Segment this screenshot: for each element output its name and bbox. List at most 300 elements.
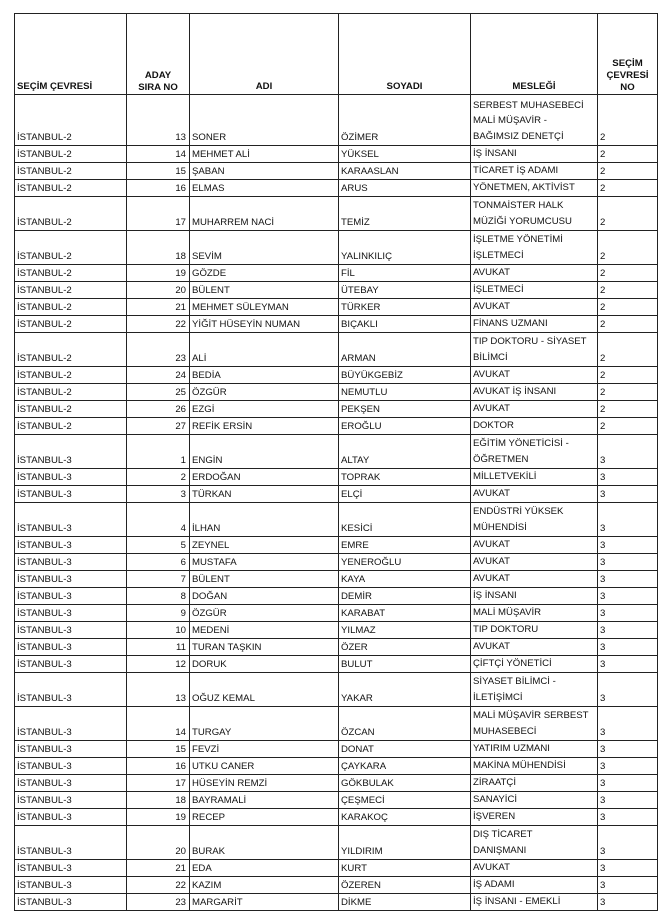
cell-adi: EZGİ xyxy=(190,401,339,418)
cell-aday-sira-no: 19 xyxy=(127,265,190,282)
header-aday-sira-no-line: SIRA NO xyxy=(138,82,178,93)
cell-adi: DOĞAN xyxy=(190,588,339,605)
meslek-line: AVUKAT xyxy=(473,539,510,551)
cell-secim-cevresi-no: 3 xyxy=(598,571,658,588)
cell-meslegi xyxy=(471,146,598,163)
meslek-line: MAKİNA MÜHENDİSİ xyxy=(473,760,566,772)
table-row xyxy=(15,367,658,384)
cell-secim-cevresi-no: 3 xyxy=(598,894,658,911)
table-row xyxy=(15,894,658,911)
cell-meslegi xyxy=(471,282,598,299)
cell-aday-sira-no: 3 xyxy=(127,486,190,503)
cell-aday-sira-no: 21 xyxy=(127,860,190,877)
cell-soyadi: BULUT xyxy=(339,656,471,673)
cell-secim-cevresi: İSTANBUL-3 xyxy=(15,860,127,877)
cell-secim-cevresi: İSTANBUL-2 xyxy=(15,197,127,231)
table-row xyxy=(15,333,658,367)
cell-meslegi xyxy=(471,758,598,775)
cell-soyadi: ÖZCAN xyxy=(339,707,471,741)
cell-secim-cevresi: İSTANBUL-2 xyxy=(15,367,127,384)
table-row xyxy=(15,639,658,656)
cell-meslegi xyxy=(471,673,598,707)
meslek-line: İLETİŞİMCİ xyxy=(473,692,523,704)
cell-adi: UTKU CANER xyxy=(190,758,339,775)
meslek-line: AVUKAT xyxy=(473,488,510,500)
table-row xyxy=(15,741,658,758)
cell-aday-sira-no: 14 xyxy=(127,707,190,741)
table-row xyxy=(15,792,658,809)
cell-soyadi: BIÇAKLI xyxy=(339,316,471,333)
cell-soyadi: KESİCİ xyxy=(339,503,471,537)
cell-soyadi: ÇAYKARA xyxy=(339,758,471,775)
cell-adi: BÜLENT xyxy=(190,571,339,588)
header-row xyxy=(15,14,658,95)
header-meslegi: MESLEĞİ xyxy=(471,14,598,95)
cell-aday-sira-no: 13 xyxy=(127,673,190,707)
meslek-line: AVUKAT xyxy=(473,301,510,313)
meslek-line: İŞVEREN xyxy=(473,811,516,823)
table-row xyxy=(15,656,658,673)
cell-soyadi: ELÇİ xyxy=(339,486,471,503)
cell-secim-cevresi: İSTANBUL-2 xyxy=(15,180,127,197)
cell-secim-cevresi: İSTANBUL-3 xyxy=(15,486,127,503)
cell-soyadi: EMRE xyxy=(339,537,471,554)
cell-soyadi: YÜKSEL xyxy=(339,146,471,163)
meslek-line: İŞ İNSANI xyxy=(473,148,517,160)
meslek-line: ZİRAATÇİ xyxy=(473,777,516,789)
meslek-line: AVUKAT xyxy=(473,369,510,381)
cell-soyadi: DONAT xyxy=(339,741,471,758)
cell-secim-cevresi-no: 3 xyxy=(598,809,658,826)
meslek-line: MALİ MÜŞAVİR xyxy=(473,607,542,619)
cell-soyadi: YALINKILIÇ xyxy=(339,231,471,265)
cell-secim-cevresi-no: 2 xyxy=(598,180,658,197)
cell-adi: EDA xyxy=(190,860,339,877)
cell-secim-cevresi: İSTANBUL-3 xyxy=(15,741,127,758)
cell-secim-cevresi: İSTANBUL-3 xyxy=(15,792,127,809)
cell-adi: KAZIM xyxy=(190,877,339,894)
cell-secim-cevresi-no: 2 xyxy=(598,265,658,282)
table-row xyxy=(15,775,658,792)
cell-aday-sira-no: 27 xyxy=(127,418,190,435)
cell-meslegi xyxy=(471,571,598,588)
meslek-line: MÜHENDİSİ xyxy=(473,522,527,534)
meslek-line: İŞ İNSANI - EMEKLİ xyxy=(473,896,561,908)
cell-secim-cevresi-no: 3 xyxy=(598,486,658,503)
cell-adi: OĞUZ KEMAL xyxy=(190,673,339,707)
cell-secim-cevresi-no: 3 xyxy=(598,707,658,741)
cell-soyadi: ÖZER xyxy=(339,639,471,656)
cell-meslegi xyxy=(471,588,598,605)
cell-secim-cevresi-no: 2 xyxy=(598,384,658,401)
cell-secim-cevresi: İSTANBUL-3 xyxy=(15,622,127,639)
table-row xyxy=(15,401,658,418)
cell-aday-sira-no: 24 xyxy=(127,367,190,384)
header-secim-cevresi-no-line: NO xyxy=(620,82,635,93)
cell-secim-cevresi: İSTANBUL-3 xyxy=(15,639,127,656)
cell-meslegi xyxy=(471,316,598,333)
cell-aday-sira-no: 16 xyxy=(127,180,190,197)
header-aday-sira-no-line: ADAY xyxy=(144,70,172,81)
cell-secim-cevresi-no: 3 xyxy=(598,435,658,469)
cell-meslegi xyxy=(471,180,598,197)
table-row xyxy=(15,299,658,316)
cell-soyadi: KARABAT xyxy=(339,605,471,622)
cell-secim-cevresi: İSTANBUL-3 xyxy=(15,469,127,486)
cell-soyadi: TEMİZ xyxy=(339,197,471,231)
cell-adi: ELMAS xyxy=(190,180,339,197)
cell-aday-sira-no: 21 xyxy=(127,299,190,316)
cell-secim-cevresi-no: 3 xyxy=(598,792,658,809)
cell-aday-sira-no: 15 xyxy=(127,741,190,758)
cell-secim-cevresi: İSTANBUL-3 xyxy=(15,775,127,792)
cell-soyadi: KARAASLAN xyxy=(339,163,471,180)
table-row xyxy=(15,435,658,469)
cell-secim-cevresi-no: 2 xyxy=(598,282,658,299)
meslek-line: DOKTOR xyxy=(473,420,514,432)
cell-secim-cevresi: İSTANBUL-2 xyxy=(15,418,127,435)
table-row xyxy=(15,469,658,486)
table-row xyxy=(15,537,658,554)
meslek-line: AVUKAT İŞ İNSANI xyxy=(473,386,557,398)
cell-secim-cevresi: İSTANBUL-2 xyxy=(15,299,127,316)
cell-secim-cevresi: İSTANBUL-2 xyxy=(15,231,127,265)
cell-secim-cevresi-no: 3 xyxy=(598,758,658,775)
cell-meslegi xyxy=(471,656,598,673)
meslek-line: AVUKAT xyxy=(473,403,510,415)
table-row xyxy=(15,707,658,741)
cell-soyadi: KARAKOÇ xyxy=(339,809,471,826)
table-row xyxy=(15,282,658,299)
cell-secim-cevresi: İSTANBUL-2 xyxy=(15,401,127,418)
header-secim-cevresi-no-line: SEÇİM xyxy=(612,58,643,69)
cell-soyadi: ÇEŞMECİ xyxy=(339,792,471,809)
meslek-line: İŞLETME YÖNETİMİ xyxy=(473,234,563,246)
cell-meslegi xyxy=(471,469,598,486)
cell-secim-cevresi-no: 3 xyxy=(598,469,658,486)
cell-aday-sira-no: 9 xyxy=(127,605,190,622)
cell-adi: ERDOĞAN xyxy=(190,469,339,486)
meslek-line: TONMAİSTER HALK xyxy=(473,200,564,212)
cell-meslegi xyxy=(471,809,598,826)
table-row xyxy=(15,180,658,197)
cell-secim-cevresi-no: 3 xyxy=(598,588,658,605)
table-row xyxy=(15,197,658,231)
cell-secim-cevresi-no: 3 xyxy=(598,877,658,894)
cell-adi: HÜSEYİN REMZİ xyxy=(190,775,339,792)
cell-adi: YİĞİT HÜSEYİN NUMAN xyxy=(190,316,339,333)
table-row xyxy=(15,622,658,639)
cell-secim-cevresi-no: 3 xyxy=(598,826,658,860)
cell-soyadi: FİL xyxy=(339,265,471,282)
cell-adi: TURGAY xyxy=(190,707,339,741)
cell-secim-cevresi: İSTANBUL-3 xyxy=(15,554,127,571)
cell-aday-sira-no: 10 xyxy=(127,622,190,639)
cell-secim-cevresi-no: 2 xyxy=(598,231,658,265)
cell-aday-sira-no: 17 xyxy=(127,775,190,792)
cell-soyadi: ÖZEREN xyxy=(339,877,471,894)
table-row xyxy=(15,554,658,571)
table-row xyxy=(15,826,658,860)
cell-meslegi xyxy=(471,605,598,622)
cell-secim-cevresi: İSTANBUL-2 xyxy=(15,265,127,282)
cell-aday-sira-no: 16 xyxy=(127,758,190,775)
cell-secim-cevresi: İSTANBUL-3 xyxy=(15,571,127,588)
cell-soyadi: PEKŞEN xyxy=(339,401,471,418)
cell-adi: ZEYNEL xyxy=(190,537,339,554)
cell-aday-sira-no: 23 xyxy=(127,333,190,367)
cell-aday-sira-no: 22 xyxy=(127,316,190,333)
cell-soyadi: ARUS xyxy=(339,180,471,197)
cell-aday-sira-no: 13 xyxy=(127,95,190,146)
table-row xyxy=(15,95,658,146)
cell-adi: İLHAN xyxy=(190,503,339,537)
table-row xyxy=(15,588,658,605)
cell-aday-sira-no: 12 xyxy=(127,656,190,673)
table-row xyxy=(15,571,658,588)
candidate-table xyxy=(14,13,658,911)
cell-adi: MEHMET SÜLEYMAN xyxy=(190,299,339,316)
cell-secim-cevresi-no: 3 xyxy=(598,503,658,537)
meslek-line: AVUKAT xyxy=(473,573,510,585)
cell-secim-cevresi: İSTANBUL-3 xyxy=(15,605,127,622)
meslek-line: ÇİFTÇİ YÖNETİCİ xyxy=(473,658,552,670)
cell-adi: DORUK xyxy=(190,656,339,673)
meslek-line: BİLİMCİ xyxy=(473,352,508,364)
cell-soyadi: YILDIRIM xyxy=(339,826,471,860)
cell-adi: ÖZGÜR xyxy=(190,605,339,622)
meslek-line: MALİ MÜŞAVİR SERBEST xyxy=(473,710,589,722)
header-adi: ADI xyxy=(190,14,339,95)
cell-adi: ÖZGÜR xyxy=(190,384,339,401)
cell-secim-cevresi: İSTANBUL-2 xyxy=(15,163,127,180)
cell-soyadi: GÖKBULAK xyxy=(339,775,471,792)
cell-adi: SONER xyxy=(190,95,339,146)
cell-secim-cevresi: İSTANBUL-3 xyxy=(15,758,127,775)
cell-adi: SEVİM xyxy=(190,231,339,265)
cell-meslegi xyxy=(471,894,598,911)
cell-secim-cevresi-no: 3 xyxy=(598,673,658,707)
meslek-line: TIP DOKTORU xyxy=(473,624,539,636)
cell-secim-cevresi-no: 3 xyxy=(598,639,658,656)
cell-adi: BURAK xyxy=(190,826,339,860)
table-row xyxy=(15,418,658,435)
cell-soyadi: EROĞLU xyxy=(339,418,471,435)
cell-secim-cevresi-no: 3 xyxy=(598,605,658,622)
cell-secim-cevresi-no: 2 xyxy=(598,163,658,180)
cell-meslegi xyxy=(471,384,598,401)
cell-adi: ENGİN xyxy=(190,435,339,469)
cell-secim-cevresi-no: 3 xyxy=(598,656,658,673)
cell-soyadi: ÖZİMER xyxy=(339,95,471,146)
table-row xyxy=(15,605,658,622)
cell-meslegi xyxy=(471,367,598,384)
meslek-line: İŞ ADAMI xyxy=(473,879,515,891)
cell-meslegi xyxy=(471,231,598,265)
cell-secim-cevresi: İSTANBUL-3 xyxy=(15,894,127,911)
cell-soyadi: YENEROĞLU xyxy=(339,554,471,571)
table-row xyxy=(15,503,658,537)
cell-meslegi xyxy=(471,860,598,877)
cell-meslegi xyxy=(471,197,598,231)
cell-adi: MUSTAFA xyxy=(190,554,339,571)
table-row xyxy=(15,486,658,503)
meslek-line: İŞ İNSANI xyxy=(473,590,517,602)
table-row xyxy=(15,877,658,894)
table-row xyxy=(15,758,658,775)
cell-secim-cevresi-no: 3 xyxy=(598,775,658,792)
cell-secim-cevresi: İSTANBUL-3 xyxy=(15,877,127,894)
cell-adi: TURAN TAŞKIN xyxy=(190,639,339,656)
cell-secim-cevresi-no: 2 xyxy=(598,418,658,435)
meslek-line: YATIRIM UZMANI xyxy=(473,743,550,755)
meslek-line: SANAYİCİ xyxy=(473,794,518,806)
meslek-line: MALİ MÜŞAVİR - xyxy=(473,115,547,127)
meslek-line: DIŞ TİCARET xyxy=(473,829,533,841)
cell-secim-cevresi-no: 2 xyxy=(598,367,658,384)
cell-aday-sira-no: 26 xyxy=(127,401,190,418)
cell-soyadi: ARMAN xyxy=(339,333,471,367)
cell-meslegi xyxy=(471,265,598,282)
cell-adi: MEHMET ALİ xyxy=(190,146,339,163)
header-aday-sira-no xyxy=(127,14,190,95)
cell-adi: BÜLENT xyxy=(190,282,339,299)
cell-aday-sira-no: 7 xyxy=(127,571,190,588)
meslek-line: İŞLETMECİ xyxy=(473,284,524,296)
header-secim-cevresi: SEÇİM ÇEVRESİ xyxy=(15,14,127,95)
cell-adi: BEDİA xyxy=(190,367,339,384)
cell-meslegi xyxy=(471,503,598,537)
meslek-line: AVUKAT xyxy=(473,556,510,568)
meslek-line: YÖNETMEN, AKTİVİST xyxy=(473,182,575,194)
cell-soyadi: ÜTEBAY xyxy=(339,282,471,299)
cell-secim-cevresi: İSTANBUL-2 xyxy=(15,333,127,367)
cell-secim-cevresi-no: 3 xyxy=(598,622,658,639)
meslek-line: SİYASET BİLİMCİ - xyxy=(473,676,556,688)
cell-secim-cevresi-no: 2 xyxy=(598,146,658,163)
cell-meslegi xyxy=(471,622,598,639)
table-row xyxy=(15,809,658,826)
cell-meslegi xyxy=(471,775,598,792)
cell-meslegi xyxy=(471,554,598,571)
cell-meslegi xyxy=(471,333,598,367)
cell-aday-sira-no: 20 xyxy=(127,282,190,299)
table-row xyxy=(15,146,658,163)
table-row xyxy=(15,163,658,180)
cell-adi: MUHARREM NACİ xyxy=(190,197,339,231)
cell-meslegi xyxy=(471,163,598,180)
cell-meslegi xyxy=(471,537,598,554)
meslek-line: ENDÜSTRİ YÜKSEK xyxy=(473,506,564,518)
header-secim-cevresi-no-line: ÇEVRESİ xyxy=(606,70,649,81)
cell-meslegi xyxy=(471,741,598,758)
cell-adi: FEVZİ xyxy=(190,741,339,758)
cell-secim-cevresi-no: 2 xyxy=(598,316,658,333)
cell-aday-sira-no: 11 xyxy=(127,639,190,656)
cell-aday-sira-no: 8 xyxy=(127,588,190,605)
cell-adi: TÜRKAN xyxy=(190,486,339,503)
cell-aday-sira-no: 18 xyxy=(127,792,190,809)
table-row xyxy=(15,231,658,265)
cell-secim-cevresi: İSTANBUL-2 xyxy=(15,282,127,299)
cell-aday-sira-no: 2 xyxy=(127,469,190,486)
cell-soyadi: DİKME xyxy=(339,894,471,911)
cell-secim-cevresi-no: 2 xyxy=(598,401,658,418)
cell-aday-sira-no: 4 xyxy=(127,503,190,537)
cell-adi: MARGARİT xyxy=(190,894,339,911)
cell-meslegi xyxy=(471,435,598,469)
meslek-line: MİLLETVEKİLİ xyxy=(473,471,537,483)
meslek-line: BAĞIMSIZ DENETÇİ xyxy=(473,131,564,143)
cell-meslegi xyxy=(471,877,598,894)
cell-aday-sira-no: 5 xyxy=(127,537,190,554)
cell-secim-cevresi-no: 3 xyxy=(598,741,658,758)
meslek-line: AVUKAT xyxy=(473,862,510,874)
cell-aday-sira-no: 22 xyxy=(127,877,190,894)
cell-secim-cevresi: İSTANBUL-2 xyxy=(15,95,127,146)
cell-adi: ALİ xyxy=(190,333,339,367)
cell-adi: BAYRAMALİ xyxy=(190,792,339,809)
cell-meslegi xyxy=(471,418,598,435)
cell-secim-cevresi-no: 3 xyxy=(598,554,658,571)
cell-meslegi xyxy=(471,486,598,503)
cell-aday-sira-no: 6 xyxy=(127,554,190,571)
cell-secim-cevresi: İSTANBUL-3 xyxy=(15,503,127,537)
cell-secim-cevresi: İSTANBUL-3 xyxy=(15,656,127,673)
meslek-line: SERBEST MUHASEBECİ xyxy=(473,99,584,111)
table-row xyxy=(15,265,658,282)
cell-aday-sira-no: 18 xyxy=(127,231,190,265)
cell-meslegi xyxy=(471,707,598,741)
table-row xyxy=(15,673,658,707)
cell-aday-sira-no: 15 xyxy=(127,163,190,180)
cell-secim-cevresi: İSTANBUL-3 xyxy=(15,707,127,741)
meslek-line: MÜZİĞİ YORUMCUSU xyxy=(473,216,572,228)
cell-meslegi xyxy=(471,826,598,860)
cell-soyadi: YILMAZ xyxy=(339,622,471,639)
cell-adi: GÖZDE xyxy=(190,265,339,282)
cell-adi: RECEP xyxy=(190,809,339,826)
cell-aday-sira-no: 20 xyxy=(127,826,190,860)
cell-secim-cevresi: İSTANBUL-3 xyxy=(15,588,127,605)
cell-soyadi: TÜRKER xyxy=(339,299,471,316)
cell-aday-sira-no: 14 xyxy=(127,146,190,163)
cell-soyadi: DEMİR xyxy=(339,588,471,605)
cell-secim-cevresi-no: 3 xyxy=(598,537,658,554)
cell-soyadi: TOPRAK xyxy=(339,469,471,486)
candidate-rows xyxy=(15,95,658,911)
cell-meslegi xyxy=(471,299,598,316)
cell-soyadi: KAYA xyxy=(339,571,471,588)
cell-secim-cevresi-no: 3 xyxy=(598,860,658,877)
cell-aday-sira-no: 23 xyxy=(127,894,190,911)
meslek-line: AVUKAT xyxy=(473,267,510,279)
header-soyadi: SOYADI xyxy=(339,14,471,95)
cell-meslegi xyxy=(471,401,598,418)
meslek-line: TIP DOKTORU - SİYASET xyxy=(473,336,587,348)
cell-adi: REFİK ERSİN xyxy=(190,418,339,435)
cell-soyadi: ALTAY xyxy=(339,435,471,469)
candidate-list-sheet xyxy=(14,13,658,911)
meslek-line: AVUKAT xyxy=(473,641,510,653)
meslek-line: EĞİTİM YÖNETİCİSİ - xyxy=(473,438,569,450)
cell-secim-cevresi: İSTANBUL-3 xyxy=(15,673,127,707)
meslek-line: DANIŞMANI xyxy=(473,845,527,857)
cell-soyadi: NEMUTLU xyxy=(339,384,471,401)
cell-soyadi: BÜYÜKGEBİZ xyxy=(339,367,471,384)
cell-aday-sira-no: 25 xyxy=(127,384,190,401)
table-row xyxy=(15,384,658,401)
